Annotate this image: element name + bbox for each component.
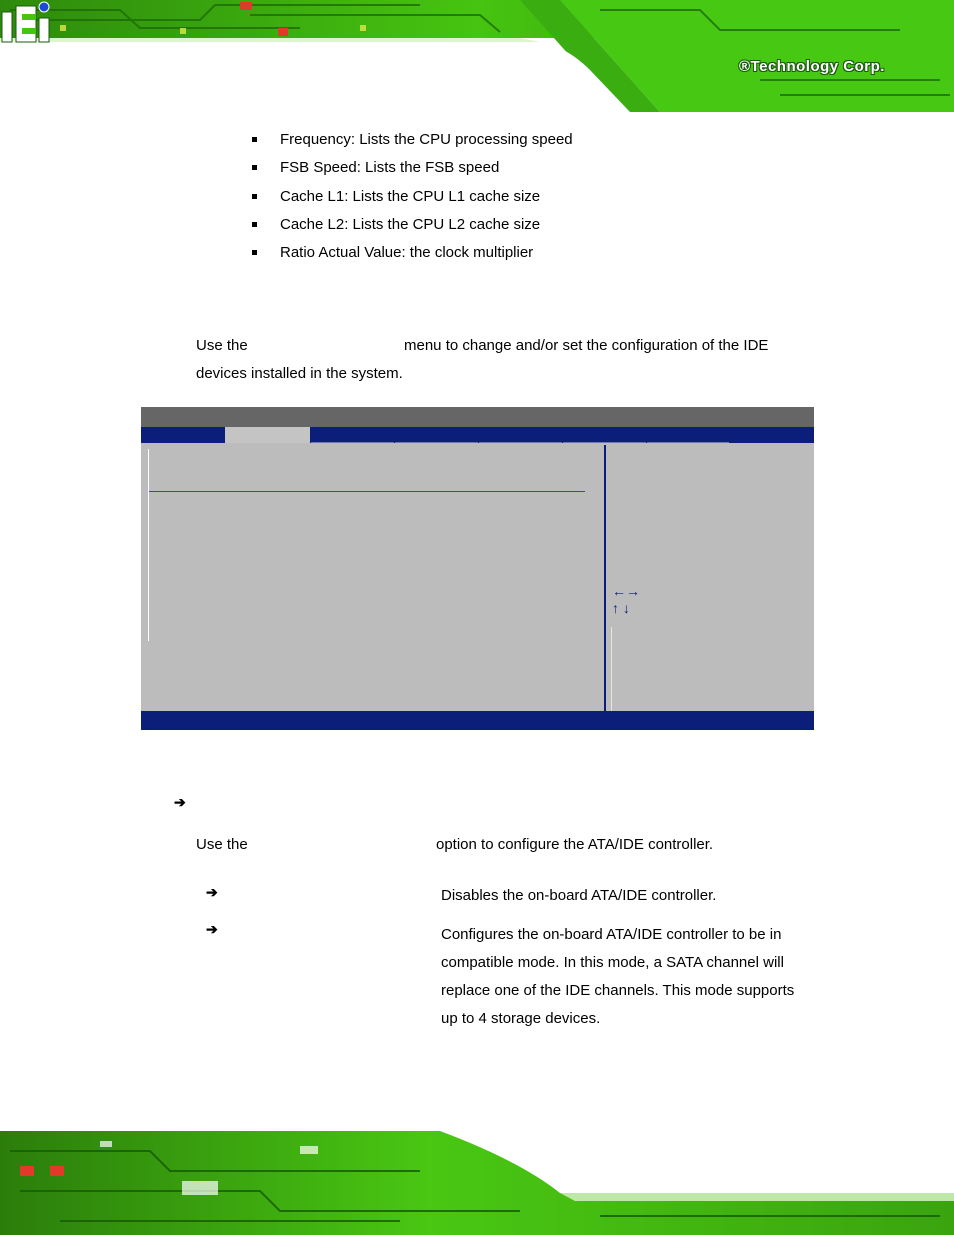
bios-navigation-keys [612, 583, 640, 617]
option-use-the: Use the [196, 836, 248, 853]
circuit-board-graphic [0, 0, 954, 112]
bullet-square-icon [252, 165, 257, 170]
bios-title-bar [141, 407, 814, 427]
bios-section-divider [149, 491, 585, 492]
bullet-square-icon [252, 222, 257, 227]
bios-status-bar [141, 711, 814, 730]
section-arrow-icon: ➔ [174, 794, 186, 810]
company-name: ®Technology Corp. [739, 58, 885, 75]
list-item: Ratio Actual Value: the clock multiplier [252, 244, 573, 272]
list-item: Cache L1: Lists the CPU L1 cache size [252, 188, 573, 216]
up-down-arrows-icon: ↑ ↓ [612, 600, 630, 616]
bios-left-border [148, 449, 149, 641]
iei-logo-icon [0, 0, 50, 44]
circuit-board-footer-graphic [0, 1121, 954, 1235]
option-disabled-description: Disables the on-board ATA/IDE controller. [441, 887, 717, 904]
bios-tab-active[interactable] [225, 427, 310, 443]
left-right-arrows-icon: ←→ [612, 583, 640, 599]
bios-help-panel-divider [604, 445, 606, 711]
option-compatible-description: Configures the on-board ATA/IDE controller to be in compatible mode. In this mode, a SATA channel will replace one of the IDE channels. This mode supports up to 4 storage devices. [441, 926, 795, 1027]
page-footer-banner [0, 1121, 954, 1235]
list-item: Frequency: Lists the CPU processing speed [252, 131, 573, 159]
list-item: FSB Speed: Lists the FSB speed [252, 159, 573, 187]
bios-tab-separator [563, 442, 646, 443]
bios-tab-separator [479, 442, 562, 443]
bios-ide-configuration-screen [141, 407, 814, 730]
intro-line-1-end: menu to change and/or set the configuration of the IDE [404, 337, 769, 354]
bios-help-panel-edge [611, 627, 612, 711]
cpu-info-list [252, 131, 573, 272]
bios-tab-separator [395, 442, 478, 443]
option-arrow-icon: ➔ [206, 884, 218, 900]
intro-line-2: devices installed in the system. [196, 365, 403, 382]
option-description: option to configure the ATA/IDE controller. [436, 836, 714, 853]
bios-tab-separator [647, 442, 729, 443]
option-arrow-icon: ➔ [206, 921, 218, 937]
bullet-square-icon [252, 194, 257, 199]
bullet-square-icon [252, 137, 257, 142]
page-header-banner [0, 0, 954, 112]
bullet-square-icon [252, 250, 257, 255]
intro-line-1-start: Use the [196, 337, 248, 354]
bios-tab-separator [311, 442, 394, 443]
list-item: Cache L2: Lists the CPU L2 cache size [252, 216, 573, 244]
